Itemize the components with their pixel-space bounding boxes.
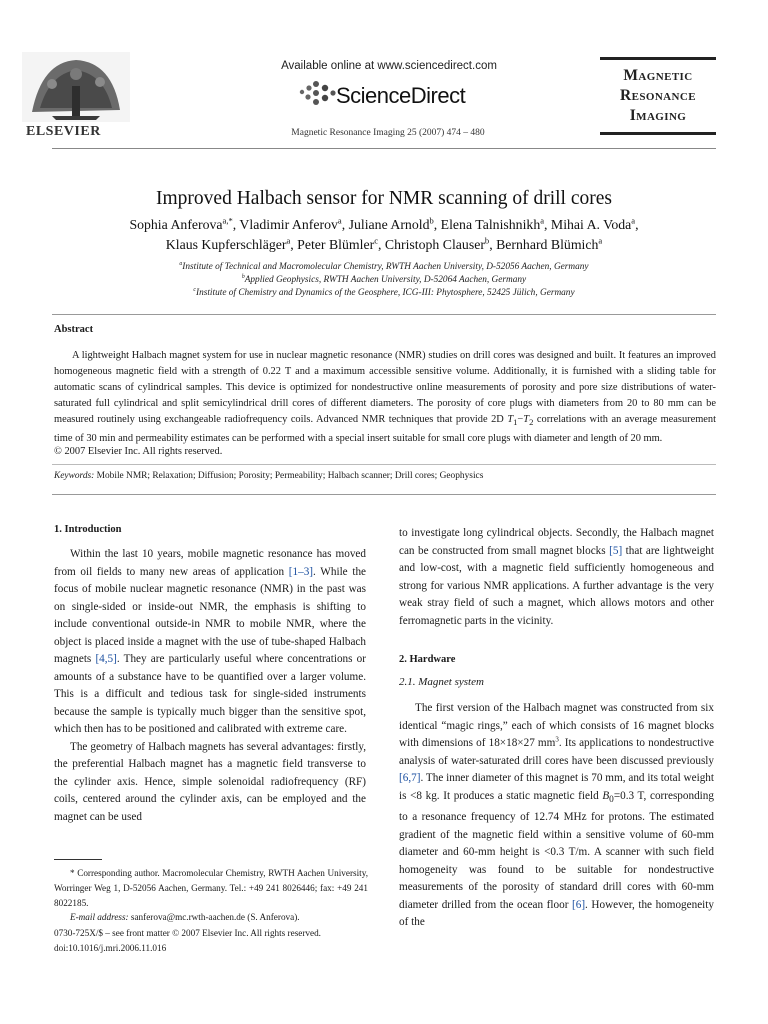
available-online-text: Available online at www.sciencedirect.com	[281, 60, 497, 72]
paragraph	[399, 700, 714, 932]
right-column-top	[399, 525, 714, 630]
subsection-heading: 2.1. Magnet system	[399, 676, 484, 688]
paragraph: The geometry of Halbach magnets has several advantages: firstly, the preferential Halbach magnet has a magnetic field transverse to the cylinder axis. Hence, simple solenoidal radiofrequency (RF) coils, centered around the cylinder axis, can be employed and the magnet can be used	[54, 740, 366, 823]
paragraph	[399, 525, 714, 630]
front-matter	[54, 926, 321, 956]
journal-reference: Magnetic Resonance Imaging 25 (2007) 474 – 480	[291, 128, 485, 138]
author-affiliation-mark: a	[598, 235, 603, 246]
footnote	[54, 866, 368, 925]
author-affiliation-mark: a	[540, 215, 545, 226]
field-symbol: B	[602, 789, 610, 802]
journal-logo	[600, 57, 716, 135]
author-name: Klaus Kupferschläger	[165, 237, 287, 252]
author-affiliation-mark: a,*	[222, 215, 233, 226]
author-separator: ,	[433, 217, 441, 232]
corresponding-author-note: * Corresponding author. Macromolecular Chemistry, RWTH Aachen University, Worringer Weg 1, D-52056 Aachen, Germany. Tel.: +49 241 8026446; fax: +49 241 8022185.	[54, 868, 368, 908]
author-name: Vladimir Anferov	[239, 217, 338, 232]
citation-link[interactable]: [6]	[572, 898, 586, 911]
footnote-divider	[54, 859, 102, 860]
keywords-divider	[52, 464, 716, 465]
right-column-body	[399, 700, 714, 932]
author-separator: ,	[489, 237, 497, 252]
paragraph-text: . The inner diameter of this magnet is 70 mm, and its total weight is <8 kg. It produces a static magnetic field	[399, 772, 714, 802]
t2-subscript: 2	[529, 416, 534, 427]
cubed-superscript: 3	[555, 735, 559, 744]
author-separator: ,	[544, 217, 551, 232]
paragraph-text: . However, the homogeneity of the	[399, 898, 714, 929]
minus-sign: −	[517, 413, 524, 425]
affiliation-mark: b	[241, 273, 245, 280]
email-address[interactable]: sanferova@mc.rwth-aachen.de (S. Anferova).	[128, 912, 300, 923]
affiliation-mark: c	[193, 286, 196, 293]
keywords-label: Keywords:	[54, 471, 95, 481]
paragraph-text: . They are particularly useful where concentrations or amounts of a substance have to be quantified over a larger volume. This is a difficult and tedious task for single-sided instruments because the sample is typically much bigger than the sensitive spot, which then has to be positioned and calibrated with extreme care.	[54, 653, 366, 735]
email-label: E-mail address:	[70, 912, 129, 923]
issn-line: 0730-725X/$ – see front matter © 2007 Elsevier Inc. All rights reserved.	[54, 928, 321, 938]
author-list	[40, 237, 728, 253]
journal-logo-line: Imaging	[629, 107, 687, 124]
author-affiliation-mark: b	[429, 215, 434, 226]
paragraph	[54, 546, 366, 739]
author-name: Juliane Arnold	[348, 217, 430, 232]
paper-title: Improved Halbach sensor for NMR scanning of drill cores	[156, 188, 612, 209]
author-affiliation-mark: a	[286, 235, 291, 246]
paragraph-text: . While the focus of mobile nuclear magnetic resonance (NMR) in the past was on single-sided or inside-out NMR, the emphasis is shifting to include conventional outside-in NMR to mobile NMR, where the object is placed inside a magnet with the use of tube-shaped Halbach magnets	[54, 565, 367, 665]
email-line	[54, 910, 368, 925]
abstract-text: correlations with an average measurement time of 30 min and permeability estimates can be performed with a special insert suitable for small core plugs with diameter and length of 20 mm.	[54, 413, 716, 444]
author-name: Mihai A. Voda	[550, 217, 632, 232]
author-separator: ,	[232, 217, 240, 232]
author-name: Sophia Anferova	[129, 217, 223, 232]
author-name: Christoph Clauser	[384, 237, 485, 252]
paragraph-text: to investigate long cylindrical objects. Secondly, the Halbach magnet can be constructed from small magnet blocks	[399, 527, 714, 557]
abstract-heading: Abstract	[54, 324, 94, 335]
paragraph-text: that are lightweight and low-cost, with a magnetic field sufficiently homogeneous and strong for various NMR applications. A further advantage is the very weak stray field of such a magnet, which allows motors and other ferromagnetic parts in the vicinity.	[399, 544, 714, 627]
affiliation-mark: a	[179, 260, 183, 267]
journal-logo-line: Magnetic	[623, 67, 693, 84]
keywords	[54, 471, 483, 481]
abstract-divider	[52, 314, 716, 315]
affiliation-text: Institute of Chemistry and Dynamics of the Geosphere, ICG-III: Phytosphere, 52425 Jülich, Germany	[195, 288, 575, 298]
abstract-text: A lightweight Halbach magnet system for use in nuclear magnetic resonance (NMR) studies on drill cores was designed and built. It features an improved homogeneous magnetic field with a strength of 0.22 T and a maximum accessible sensitive volume. Additionally, it is furnished with a sliding table for automatic scans of cylindrical samples. This device is optimized for nondestructive online measurements of porosity and pore size distributions of water-saturated full cylindrical and split semicylindrical drill cores of different diameters. The porosity of core plugs with diameters from 20 to 80 mm can be measured routinely using exchangeable radiofrequency coils. Advanced NMR techniques that provide 2D	[54, 350, 716, 425]
t1-subscript: 1	[513, 416, 518, 427]
citation-link[interactable]: [1–3]	[288, 565, 314, 578]
paragraph-text: . Its applications to nondestructive analysis of water-saturated drill cores have been discussed previously	[399, 737, 714, 767]
author-separator: ,	[377, 237, 385, 252]
sciencedirect-brand: ScienceDirect	[336, 83, 466, 108]
field-subscript: 0	[609, 794, 614, 805]
affiliation	[40, 288, 728, 298]
abstract-body	[54, 348, 716, 447]
affiliation-text: Applied Geophysics, RWTH Aachen University, D-52064 Aachen, Germany	[244, 275, 527, 285]
affiliation-text: Institute of Technical and Macromolecular Chemistry, RWTH Aachen University, D-52056 Aachen, Germany	[182, 262, 589, 272]
citation-link[interactable]: [4,5]	[95, 653, 117, 665]
author-affiliation-mark: c	[374, 235, 378, 246]
author-separator: ,	[290, 237, 298, 252]
doi-line: doi:10.1016/j.mri.2006.11.016	[54, 942, 167, 953]
author-affiliation-mark: b	[484, 235, 490, 246]
publisher-name: ELSEVIER	[26, 124, 101, 139]
keywords-text: Mobile NMR; Relaxation; Diffusion; Porosity; Permeability; Halbach scanner; Drill cores; Geophysics	[94, 471, 484, 481]
author-separator: ,	[635, 217, 639, 232]
abstract-bottom-divider	[52, 494, 716, 495]
t1-symbol: T	[507, 413, 514, 425]
author-affiliation-mark: a	[631, 215, 636, 226]
section-heading: 1. Introduction	[54, 524, 122, 535]
author-name: Peter Blümler	[297, 237, 375, 252]
left-column	[54, 546, 366, 826]
affiliation	[40, 262, 728, 272]
paragraph-text: Within the last 10 years, mobile magnetic resonance has moved from oil fields to many new areas of application	[54, 548, 366, 578]
citation-link[interactable]: [5]	[609, 544, 623, 557]
author-list	[40, 217, 728, 233]
citation-link[interactable]: [6,7]	[399, 772, 421, 784]
paragraph-text: =0.3 T, corresponding to a resonance frequency of 12.74 MHz for protons. The estimated gradient of the magnetic field within a sensitive volume of 60-mm diameter and 60-mm height is <0.3 T/m. A scanner with such field homogeneity was found to be suitable for nondestructive measurements of the porosity of standard drill cores with 60-mm diameter drilled from the ocean floor	[399, 789, 714, 911]
abstract-copyright: © 2007 Elsevier Inc. All rights reserved.	[54, 446, 223, 457]
section-heading: 2. Hardware	[399, 654, 456, 665]
author-name: Elena Talnishnikh	[440, 217, 541, 232]
t2-symbol: T	[523, 413, 530, 425]
author-affiliation-mark: a	[337, 215, 342, 226]
affiliation	[40, 275, 728, 285]
paragraph-text: The first version of the Halbach magnet was constructed from six identical “magic rings,” each of which consists of 16 magnet blocks with dimensions of 18×18×27 mm	[399, 702, 714, 749]
author-separator: ,	[341, 217, 349, 232]
journal-logo-line: Resonance	[620, 87, 696, 104]
header-divider	[52, 148, 716, 149]
author-name: Bernhard Blümich	[496, 237, 599, 252]
